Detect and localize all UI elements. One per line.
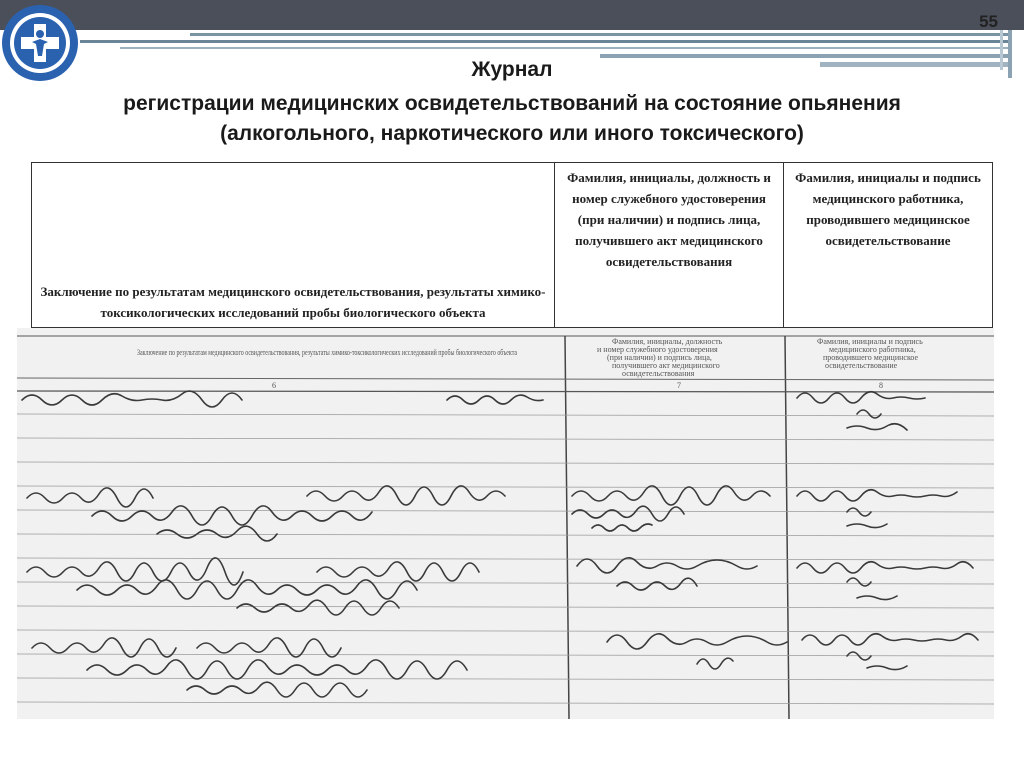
scan-col-num-8: 8 bbox=[879, 381, 883, 390]
scan-header-col7-l5: освидетельствования bbox=[622, 369, 695, 378]
scan-header-col8-l2: медицинского работника, bbox=[829, 345, 916, 354]
scan-col-num-7: 7 bbox=[677, 381, 681, 390]
header-col8: Фамилия, инициалы и подпись медицинского работника, проводившего медицинское освидетельствование bbox=[784, 163, 993, 328]
header-col6: Заключение по результатам медицинского освидетельствования, результаты химико-токсикологических исследований пробы биологического объекта bbox=[32, 163, 555, 328]
slide-number: 55 bbox=[979, 12, 998, 31]
page-subtitle: регистрации медицинских освидетельствований на состояние опьянения bbox=[123, 92, 901, 115]
top-band bbox=[0, 0, 1024, 30]
journal-header-table bbox=[31, 162, 993, 328]
scan-header-col8-l1: Фамилия, инициалы и подпись bbox=[817, 337, 923, 346]
scanned-journal-image bbox=[17, 328, 994, 719]
scan-header-col7-l2: и номер служебного удостоверения bbox=[597, 345, 718, 354]
decor-stripe bbox=[120, 47, 1010, 49]
scan-header-col7-l1: Фамилия, инициалы, должность bbox=[612, 337, 723, 346]
scanned-journal-page bbox=[17, 328, 994, 719]
scan-header-col7-l4: получившего акт медицинского bbox=[612, 361, 720, 370]
scan-header-col8-l3: проводившего медицинское bbox=[823, 353, 919, 362]
scan-header-col8-l4: освидетельствование bbox=[825, 361, 898, 370]
decor-stripe bbox=[190, 33, 1010, 36]
scan-header-col6: Заключение по результатам медицинского освидетельствования, результаты химико-токсикологических исследований пробы биологического объекта bbox=[137, 348, 518, 357]
decor-stripe bbox=[80, 40, 1010, 43]
page-subtitle-2: (алкогольного, наркотического или иного токсического) bbox=[220, 122, 804, 145]
scan-col-num-6: 6 bbox=[272, 381, 276, 390]
header-col7: Фамилия, инициалы, должность и номер служебного удостоверения (при наличии) и подпись лица, получившего акт медицинского освидетельствования bbox=[555, 163, 784, 328]
page-title: Журнал bbox=[471, 58, 553, 81]
scan-header-col7-l3: (при наличии) и подпись лица, bbox=[607, 353, 712, 362]
